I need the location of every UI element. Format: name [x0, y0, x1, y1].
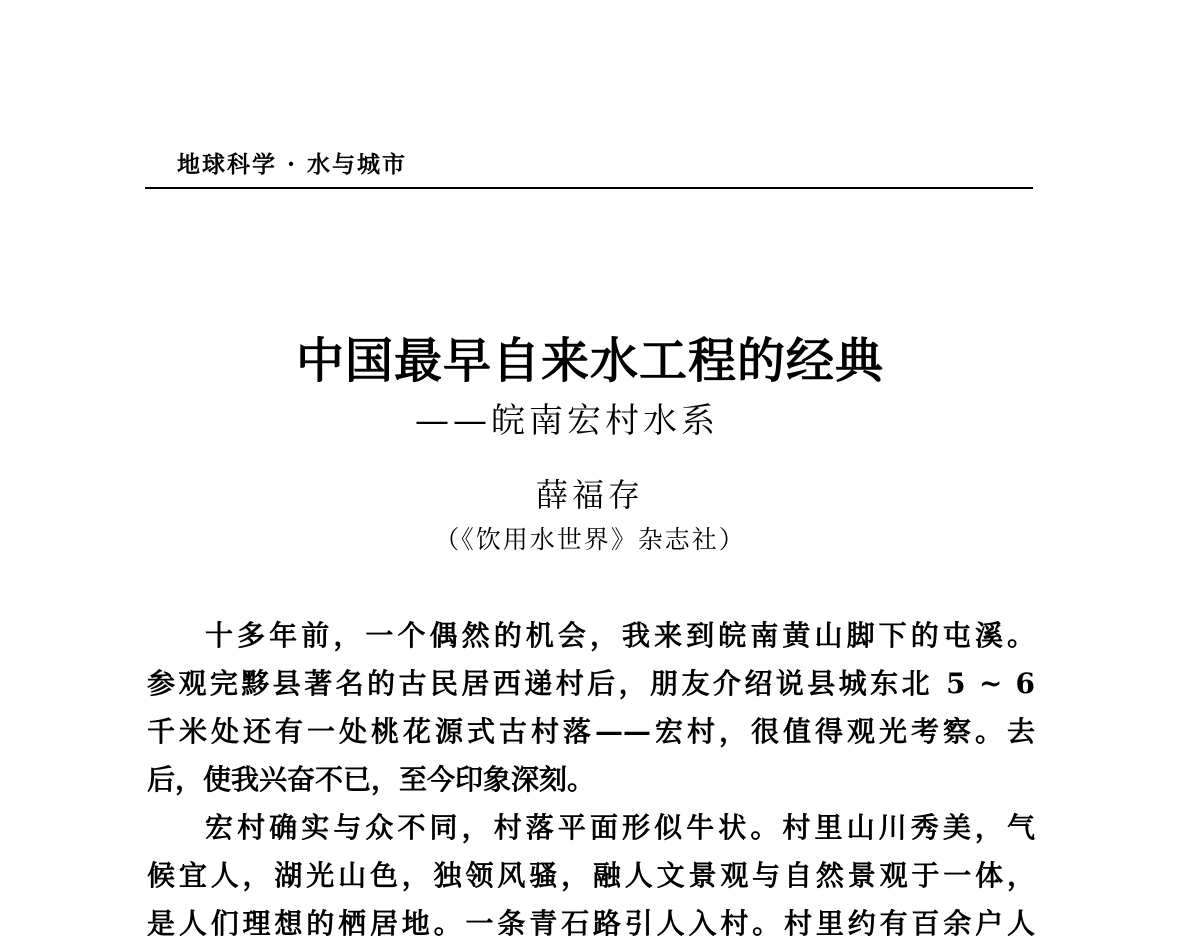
body-line: 千米处还有一处桃花源式古村落——宏村，很值得观光考察。去	[147, 715, 1035, 748]
body-line: 宏村确实与众不同，村落平面形似牛状。村里山川秀美，气	[205, 811, 1035, 844]
article-author: 薛福存	[535, 476, 644, 514]
header-rule	[145, 187, 1033, 189]
body-line: 候宜人，湖光山色，独领风骚，融人文景观与自然景观于一体，	[147, 859, 1035, 892]
article-title: 中国最早自来水工程的经典	[295, 333, 884, 389]
body-line: 参观完黟县著名的古民居西递村后，朋友介绍说县城东北 5 ~ 6	[147, 667, 1035, 700]
body-line: 十多年前，一个偶然的机会，我来到皖南黄山脚下的屯溪。	[205, 619, 1035, 652]
body-line: 后，使我兴奋不已，至今印象深刻。	[147, 763, 596, 796]
article-subtitle: ——皖南宏村水系	[415, 401, 719, 441]
running-header: 地球科学 · 水与城市	[177, 151, 408, 178]
author-affiliation: （《饮用水世界》杂志社）	[434, 525, 746, 554]
article-body	[147, 612, 1035, 948]
body-line: 是人们理想的栖居地。一条青石路引人入村。村里约有百余户人	[147, 907, 1035, 940]
